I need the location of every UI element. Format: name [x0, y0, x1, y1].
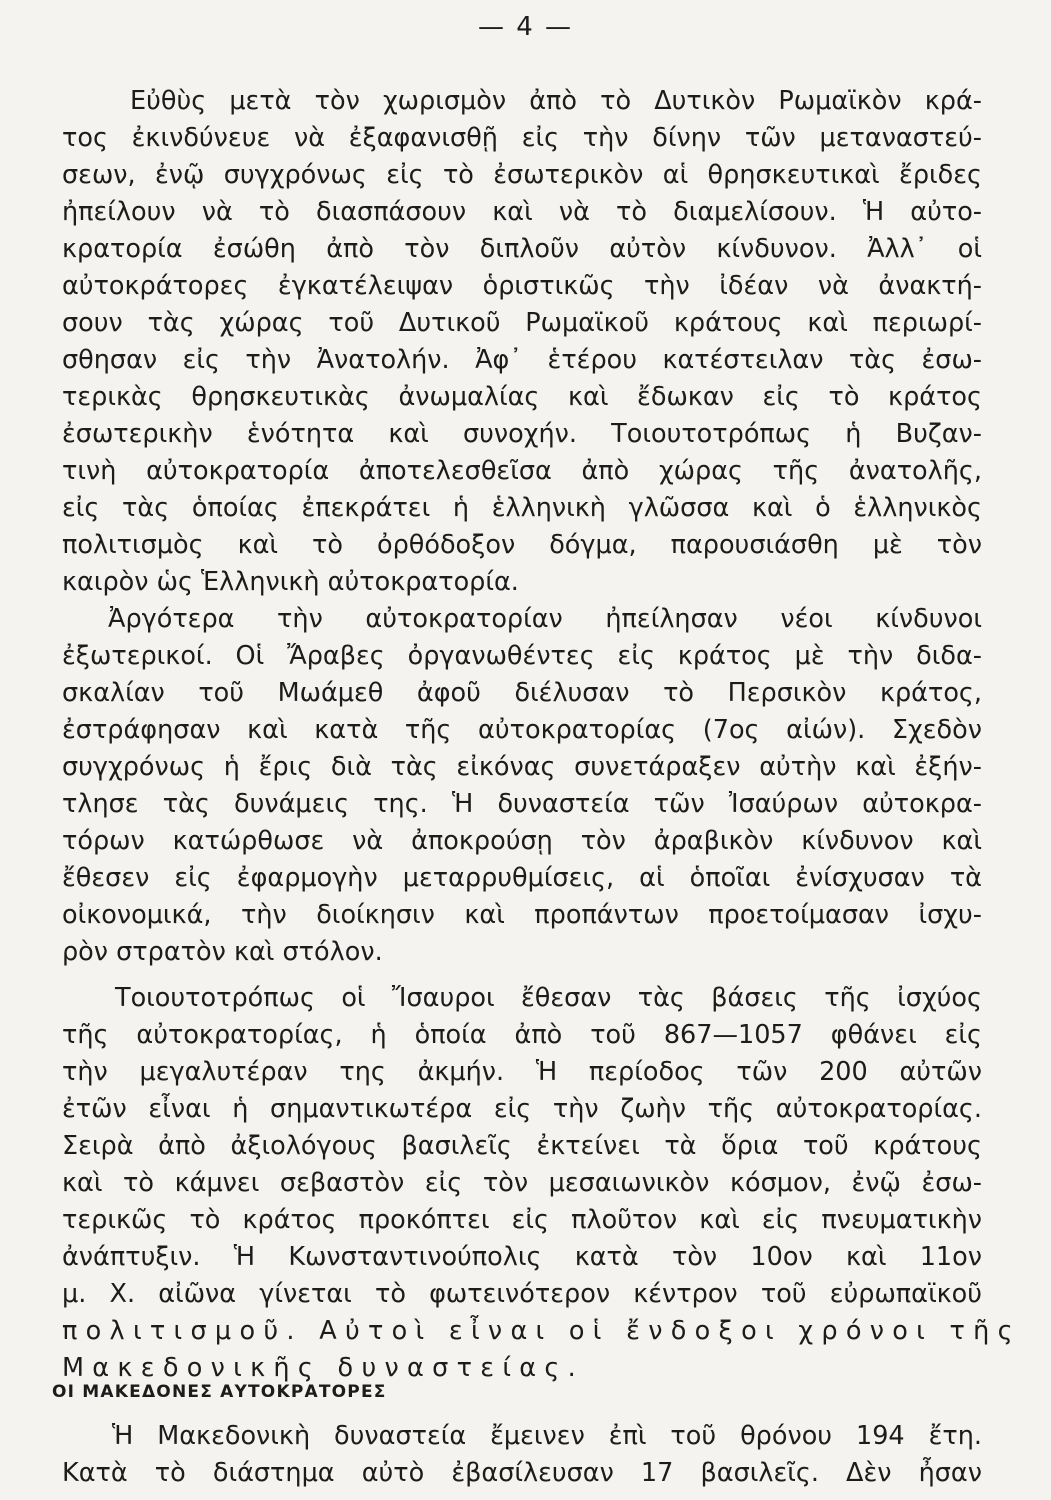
text-line: ἐτῶν εἶναι ἡ σημαντικωτέρα εἰς τὴν ζωὴν τῆς αὐτοκρατορίας. — [62, 1094, 982, 1124]
text-line: σουν τὰς χώρας τοῦ Δυτικοῦ Ρωμαϊκοῦ κράτους καὶ περιωρί- — [62, 308, 982, 338]
text-line: συγχρόνως ἡ ἔρις διὰ τὰς εἰκόνας συνετάραξεν αὐτὴν καὶ ἐξήν- — [62, 752, 982, 782]
text-line: ἐσωτερικὴν ἑνότητα καὶ συνοχήν. Τοιουτοτρόπως ἡ Βυζαν- — [62, 419, 982, 449]
text-line: ἐξωτερικοί. Οἱ Ἄραβες ὀργανωθέντες εἰς κράτος μὲ τὴν διδα- — [62, 641, 982, 671]
text-line: αὐτοκράτορες ἐγκατέλειψαν ὁριστικῶς τὴν ἰδέαν νὰ ἀνακτή- — [62, 271, 982, 301]
text-line: Τοιουτοτρόπως οἱ Ἴσαυροι ἔθεσαν τὰς βάσεις τῆς ἰσχύος — [115, 983, 982, 1013]
text-line: ἔθεσεν εἰς ἐφαρμογὴν μεταρρυθμίσεις, αἱ ὁποῖαι ἐνίσχυσαν τὰ — [62, 863, 982, 893]
text-line: τῆς αὐτοκρατορίας, ἡ ὁποία ἀπὸ τοῦ 867—1057 φθάνει εἰς — [62, 1020, 982, 1050]
text-line: μ. Χ. αἰῶνα γίνεται τὸ φωτεινότερον κέντρον τοῦ εὐρωπαϊκοῦ — [62, 1279, 982, 1309]
text-line: τος ἐκινδύνευε νὰ ἐξαφανισθῇ εἰς τὴν δίνην τῶν μεταναστεύ- — [62, 123, 982, 153]
text-line: καιρὸν ὡς Ἑλληνικὴ αὐτοκρατορία. — [62, 567, 519, 597]
text-line: ρὸν στρατὸν καὶ στόλον. — [62, 937, 383, 967]
text-line: Κατὰ τὸ διάστημα αὐτὸ ἐβασίλευσαν 17 βασιλεῖς. Δὲν ἦσαν — [62, 1458, 982, 1488]
text-line: τόρων κατώρθωσε νὰ ἀποκρούσῃ τὸν ἀραβικὸν κίνδυνον καὶ — [62, 826, 982, 856]
text-line: σκαλίαν τοῦ Μωάμεθ ἀφοῦ διέλυσαν τὸ Περσικὸν κράτος, — [62, 678, 982, 708]
text-line: ἠπείλουν νὰ τὸ διασπάσουν καὶ νὰ τὸ διαμελίσουν. Ἡ αὐτο- — [62, 197, 982, 227]
text-line: πολιτισμοῦ. Αὐτοὶ εἶναι οἱ ἔνδοξοι χρόνοι τῆς — [62, 1316, 1021, 1346]
text-line: τερικῶς τὸ κράτος προκόπτει εἰς πλοῦτον καὶ εἰς πνευματικὴν — [62, 1205, 982, 1235]
text-line: τερικὰς θρησκευτικὰς ἀνωμαλίας καὶ ἔδωκαν εἰς τὸ κράτος — [62, 382, 982, 412]
text-line: Μακεδονικῆς δυναστείας. — [62, 1353, 585, 1383]
text-line: Εὐθὺς μετὰ τὸν χωρισμὸν ἀπὸ τὸ Δυτικὸν Ρωμαϊκὸν κρά- — [130, 86, 982, 116]
text-line: Ἡ Μακεδονικὴ δυναστεία ἔμεινεν ἐπὶ τοῦ θρόνου 194 ἔτη. — [112, 1421, 982, 1451]
text-line: Σειρὰ ἀπὸ ἀξιολόγους βασιλεῖς ἐκτείνει τὰ ὅρια τοῦ κράτους — [62, 1131, 982, 1161]
text-line: τὴν μεγαλυτέραν της ἀκμήν. Ἡ περίοδος τῶν 200 αὐτῶν — [62, 1057, 982, 1087]
text-line: πολιτισμὸς καὶ τὸ ὀρθόδοξον δόγμα, παρουσιάσθη μὲ τὸν — [62, 530, 982, 560]
text-line: σθησαν εἰς τὴν Ἀνατολήν. Ἀφ᾽ ἑτέρου κατέστειλαν τὰς ἐσω- — [62, 345, 982, 375]
text-line: ἀνάπτυξιν. Ἡ Κωνσταντινούπολις κατὰ τὸν 10ον καὶ 11ον — [62, 1242, 982, 1272]
text-line: εἰς τὰς ὁποίας ἐπεκράτει ἡ ἑλληνικὴ γλῶσσα καὶ ὁ ἑλληνικὸς — [62, 493, 982, 523]
text-line: τινὴ αὐτοκρατορία ἀποτελεσθεῖσα ἀπὸ χώρας τῆς ἀνατολῆς, — [62, 456, 982, 486]
text-line: οἰκονομικά, τὴν διοίκησιν καὶ προπάντων προετοίμασαν ἰσχυ- — [62, 900, 982, 930]
page-number: — 4 — — [477, 12, 574, 42]
text-line: τλησε τὰς δυνάμεις της. Ἡ δυναστεία τῶν Ἰσαύρων αὐτοκρα- — [62, 789, 982, 819]
text-line: ἐστράφησαν καὶ κατὰ τῆς αὐτοκρατορίας (7ος αἰών). Σχεδὸν — [62, 715, 982, 745]
text-line: κρατορία ἐσώθη ἀπὸ τὸν διπλοῦν αὐτὸν κίνδυνον. Ἀλλ᾽ οἱ — [62, 234, 982, 264]
text-line: Ἀργότερα τὴν αὐτοκρατορίαν ἠπείλησαν νέοι κίνδυνοι — [108, 604, 982, 634]
text-line: καὶ τὸ κάμνει σεβαστὸν εἰς τὸν μεσαιωνικὸν κόσμον, ἐνῷ ἐσω- — [62, 1168, 982, 1198]
section-heading: ΟΙ ΜΑΚΕΔΟΝΕΣ ΑΥΤΟΚΡΑΤΟΡΕΣ — [52, 1382, 387, 1402]
text-line: σεων, ἐνῷ συγχρόνως εἰς τὸ ἐσωτερικὸν αἱ θρησκευτικαὶ ἔριδες — [62, 160, 982, 190]
